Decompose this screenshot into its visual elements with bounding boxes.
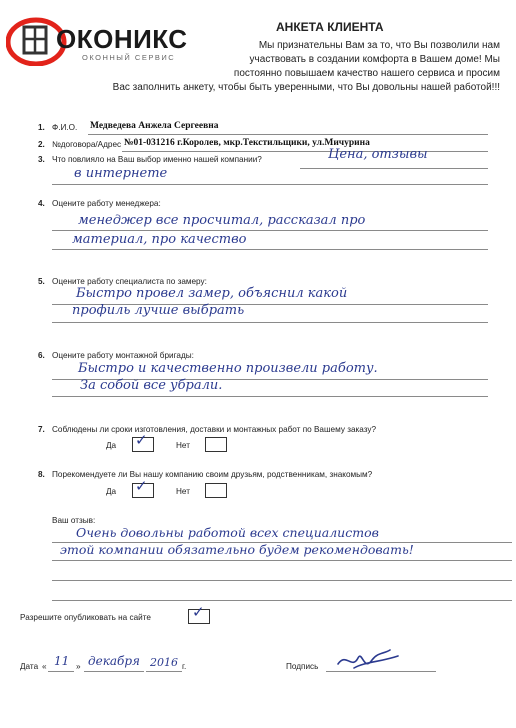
signature-scribble [334, 644, 404, 676]
publish-label: Разрешите опубликовать на сайте [20, 613, 151, 622]
q5-label: Оцените работу специалиста по замеру: [52, 277, 207, 286]
q3-line-1 [300, 168, 488, 169]
review-line-4 [52, 600, 512, 601]
q6-answer-2: За собой все убрали. [80, 378, 223, 393]
q5-number: 5. [38, 277, 45, 286]
fio-number: 1. [38, 123, 45, 132]
review-answer-1: Очень довольны работой всех специалистов [76, 525, 379, 540]
date-open-quote: « [42, 662, 47, 671]
date-close-quote: » [76, 662, 81, 671]
q4-answer-2: материал, про качество [72, 232, 247, 247]
q8-no-checkbox[interactable] [205, 483, 227, 498]
date-month-line [84, 671, 144, 672]
q6-line-2 [52, 396, 488, 397]
q7-no-checkbox[interactable] [205, 437, 227, 452]
q7-label: Соблюдены ли сроки изготовления, доставки и монтажных работ по Вашему заказу? [52, 425, 377, 434]
signature-label: Подпись [286, 662, 319, 671]
fio-value: Медведева Анжела Сергеевна [90, 121, 219, 131]
date-day: 11 [54, 654, 70, 668]
q3-number: 3. [38, 155, 45, 164]
q7-yes-label: Да [106, 441, 117, 450]
q5-answer-2: профиль лучше выбрать [72, 303, 245, 318]
publish-checkmark-icon: ✓ [192, 603, 205, 621]
date-label: Дата [20, 662, 39, 671]
q3-answer-2: в интернете [74, 166, 168, 181]
contract-label: №договора/Адрес [52, 140, 122, 149]
q8-number: 8. [38, 470, 45, 479]
contract-value: №01-031216 г.Королев, мкр.Текстильщики, ул.Мичурина [124, 138, 370, 148]
q7-yes-checkmark-icon: ✓ [135, 431, 148, 449]
form-title: АНКЕТА КЛИЕНТА [276, 20, 384, 34]
review-line-3 [52, 580, 512, 581]
q8-yes-label: Да [106, 487, 117, 496]
contract-number: 2. [38, 140, 45, 149]
header-line-4: Вас заполнить анкету, чтобы быть уверенными, что Вы довольны нашей работой!!! [112, 82, 500, 93]
date-month: декабря [88, 654, 140, 668]
q5-line-2 [52, 322, 488, 323]
header-line-3: постоянно повышаем качество нашего сервиса и просим [233, 68, 500, 79]
q6-number: 6. [38, 351, 45, 360]
q8-no-label: Нет [176, 487, 190, 496]
q4-label: Оцените работу менеджера: [52, 199, 161, 208]
q6-label: Оцените работу монтажной бригады: [52, 351, 194, 360]
review-label: Ваш отзыв: [52, 516, 96, 525]
fio-label: Ф.И.О. [52, 123, 78, 132]
header-line-1: Мы признательны Вам за то, что Вы позволили нам [258, 40, 500, 51]
review-line-2 [52, 560, 512, 561]
q8-label: Порекомендуете ли Вы нашу компанию своим друзьям, родственникам, знакомым? [52, 470, 373, 479]
q7-no-label: Нет [176, 441, 190, 450]
q3-label: Что повлияло на Ваш выбор именно нашей компании? [52, 155, 262, 164]
logo-tagline: ОКОННЫЙ СЕРВИС [82, 53, 176, 62]
q4-line-1 [52, 230, 488, 231]
logo [6, 14, 206, 66]
review-answer-2: этой компании обязательно будем рекомендовать! [60, 542, 414, 557]
q3-answer-1: Цена, отзывы [328, 147, 428, 162]
date-year-line [146, 671, 182, 672]
q3-line-2 [52, 184, 488, 185]
contract-line [122, 151, 488, 152]
date-suffix: г. [182, 662, 187, 671]
q7-number: 7. [38, 425, 45, 434]
q4-number: 4. [38, 199, 45, 208]
q4-line-2 [52, 249, 488, 250]
q8-yes-checkmark-icon: ✓ [135, 477, 148, 495]
date-day-line [48, 671, 74, 672]
q4-answer-1: менеджер все просчитал, рассказал про [78, 213, 366, 228]
q5-answer-1: Быстро провел замер, объяснил какой [76, 286, 348, 301]
logo-brand: ОКОНИКС [56, 24, 188, 54]
q6-answer-1: Быстро и качественно произвели работу. [78, 361, 378, 376]
date-year: 2016 [150, 656, 178, 669]
fio-line [88, 134, 488, 135]
header-line-2: участвовать в создании комфорта в Вашем доме! Мы [249, 54, 500, 65]
